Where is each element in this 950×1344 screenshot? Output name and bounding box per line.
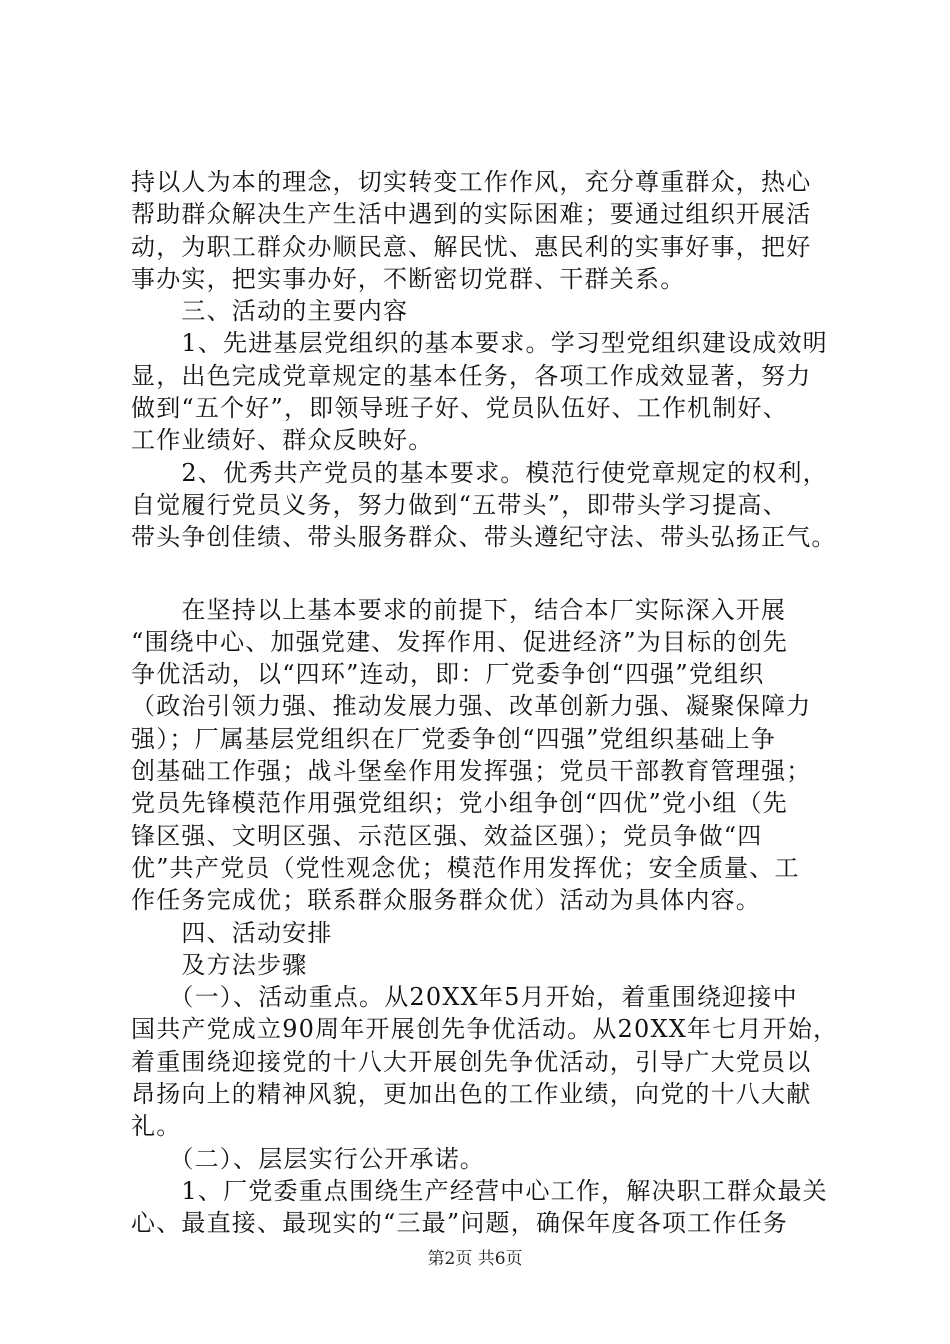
text-line: 昂扬向上的精神风貌，更加出色的工作业绩，向党的十八大献: [131, 1080, 812, 1109]
section-heading: 四、活动安排: [131, 918, 333, 947]
text-line: 在坚持以上基本要求的前提下，结合本厂实际深入开展: [131, 595, 787, 624]
text-line: 持以人为本的理念，切实转变工作作风，充分尊重群众，热心: [131, 168, 812, 196]
page-number-footer: 第2页 共6页: [427, 1249, 523, 1269]
text-line: 带头争创佳绩、带头服务群众、带头遵纪守法、带头弘扬正气。: [131, 523, 837, 552]
paragraph-gap: [131, 554, 851, 594]
text-line: “围绕中心、加强党建、发挥作用、促进经济”为目标的创先: [131, 627, 788, 656]
text-line: 帮助群众解决生产生活中遇到的实际困难；要通过组织开展活: [131, 200, 812, 229]
text-line: 做到“五个好”，即领导班子好、党员队伍好、工作机制好、: [131, 394, 788, 423]
section-heading: 及方法步骤: [131, 950, 308, 979]
text-line: （二）、层层实行公开承诺。: [131, 1144, 485, 1173]
text-line: 优”共产党员（党性观念优；模范作用发挥优；安全质量、工: [131, 853, 800, 882]
text-line: 工作业绩好、群众反映好。: [131, 426, 434, 455]
text-line: 党员先锋模范作用强党组织；党小组争创“四优”党小组（先: [131, 789, 788, 818]
text-line: （一）、活动重点。从20XX年5月开始，着重围绕迎接中: [131, 983, 798, 1012]
text-line: 争优活动，以“四环”连动，即：厂党委争创“四强”党组织: [131, 660, 765, 689]
text-line: 国共产党成立90周年开展创先争优活动。从20XX年七月开始，: [131, 1015, 839, 1044]
text-line: 1、先进基层党组织的基本要求。学习型党组织建设成效明: [131, 329, 828, 358]
text-line: 作任务完成优；联系群众服务群众优）活动为具体内容。: [131, 886, 761, 915]
section-heading: 三、活动的主要内容: [131, 297, 409, 326]
text-line: 1、厂党委重点围绕生产经营中心工作，解决职工群众最关: [131, 1176, 828, 1205]
text-line: 动，为职工群众办顺民意、解民忧、惠民利的实事好事，把好: [131, 232, 812, 261]
text-line: 事办实，把实事办好，不断密切党群、干群关系。: [131, 264, 686, 293]
text-line: 自觉履行党员义务，努力做到“五带头”，即带头学习提高、: [131, 490, 788, 519]
text-line: 心、最直接、最现实的“三最”问题，确保年度各项工作任务: [131, 1209, 788, 1238]
text-line: 礼。: [131, 1112, 182, 1141]
text-line: （政治引领力强、推动发展力强、改革创新力强、凝聚保障力: [131, 692, 812, 721]
text-line: 创基础工作强；战斗堡垒作用发挥强；党员干部教育管理强；: [131, 757, 812, 786]
text-line: 显，出色完成党章规定的基本任务，各项工作成效显著，努力: [131, 361, 812, 390]
text-line: 强）；厂属基层党组织在厂党委争创“四强”党组织基础上争: [131, 724, 776, 753]
text-line: 锋区强、文明区强、示范区强、效益区强）；党员争做“四: [131, 821, 763, 850]
text-line: 2、优秀共产党员的基本要求。模范行使党章规定的权利，: [131, 458, 828, 487]
text-line: 着重围绕迎接党的十八大开展创先争优活动，引导广大党员以: [131, 1047, 812, 1076]
document-body: [131, 166, 851, 1240]
